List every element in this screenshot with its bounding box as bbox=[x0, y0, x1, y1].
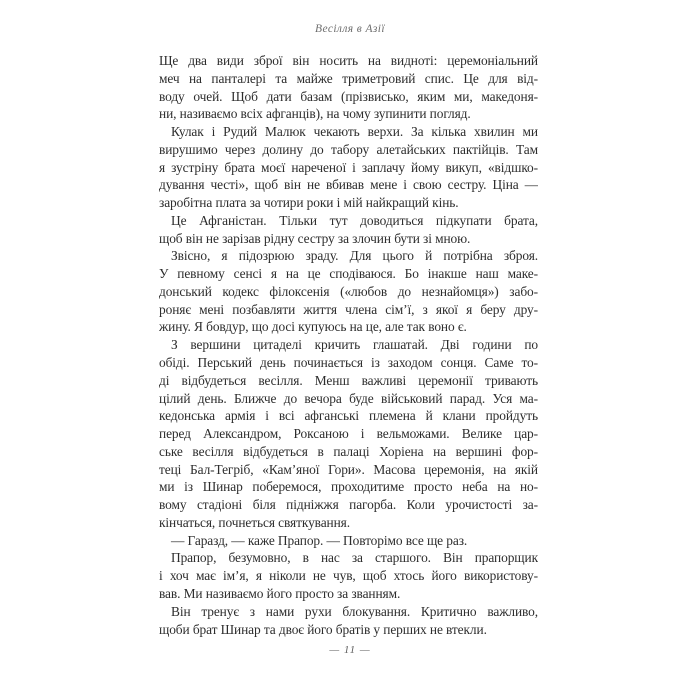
text-line: перед Александром, Роксаною і вельможами. Велике цар- bbox=[159, 426, 538, 442]
text-line: щоби брат Шинар та двоє його братів у перших не втекли. bbox=[159, 621, 487, 637]
paragraph bbox=[159, 549, 538, 602]
text-line: меч на панталері та майже триметровий спис. Це для від- bbox=[159, 70, 538, 86]
text-line: ми із Шинар поберемося, проходитиме просто неба на но- bbox=[159, 479, 538, 495]
paragraph bbox=[159, 336, 538, 531]
text-line: У певному сенсі я на це сподіваюся. Бо інакше наш маке- bbox=[159, 266, 538, 282]
text-line: З вершини цитаделі кричить глашатай. Дві години по bbox=[171, 337, 538, 353]
text-line: Прапор, безумовно, в нас за старшого. Він прапорщик bbox=[171, 550, 538, 566]
text-line: вирушимо через долину до табору алетайських пактійців. Там bbox=[159, 141, 538, 157]
text-line: цілий день. Ближче до вечора буде військовий парад. Уся ма- bbox=[159, 390, 538, 406]
text-line: я зустріну брата моєї нареченої і заплачу йому викуп, «відшко- bbox=[159, 159, 538, 175]
text-line: кінчаться, почнеться святкування. bbox=[159, 514, 350, 530]
text-line: Це Афганістан. Тільки тут доводиться підкупати брата, bbox=[171, 212, 538, 228]
page-body bbox=[159, 52, 538, 638]
running-header: Весілля в Азії bbox=[315, 23, 385, 35]
text-line: вав. Ми називаємо його просто за званням. bbox=[159, 585, 401, 601]
paragraph bbox=[159, 123, 538, 212]
text-line: Він тренує з нами рухи блокування. Критично важливо, bbox=[171, 603, 538, 619]
text-line: Ще два види зброї він носить на видноті: церемоніальний bbox=[159, 53, 538, 68]
paragraph bbox=[159, 532, 538, 550]
text-line: щоб він не зарізав рідну сестру за злочин бути зі мною. bbox=[159, 230, 471, 246]
text-line: воду очей. Щоб дати базам (прізвисько, яким ми, македоня- bbox=[159, 88, 538, 104]
paragraph bbox=[159, 603, 538, 639]
text-line: донський кодекс філоксенія («любов до незнайомця») забо- bbox=[159, 283, 538, 299]
paragraph bbox=[159, 52, 538, 123]
page-number: — 11 — bbox=[329, 644, 371, 656]
text-line: Кулак і Рудий Малюк чекають верхи. За кілька хвилин ми bbox=[171, 124, 538, 140]
text-line: вому стадіоні біля підніжжя пагорба. Коли урочистості за- bbox=[159, 497, 538, 513]
text-line: — Гаразд, — каже Прапор. — Повторімо все ще раз. bbox=[171, 532, 468, 548]
text-line: жину. Я бовдур, що досі купуюсь на це, але так воно є. bbox=[159, 319, 467, 335]
text-line: роняє мені позбавляти життя члена сім’ї, з якої я беру дру- bbox=[159, 301, 538, 317]
paragraph bbox=[159, 247, 538, 336]
text-line: і хоч має ім’я, я ніколи не чув, щоб хтось його використову- bbox=[159, 568, 538, 584]
text-line: ни, називаємо всіх афганців), на чому зупинити погляд. bbox=[159, 106, 471, 122]
text-line: теці Бал-Тегріб, «Кам’яної Гори». Масова церемонія, на якій bbox=[159, 461, 538, 477]
text-line: Звісно, я підозрюю зраду. Для цього й потрібна зброя. bbox=[171, 248, 538, 264]
text-line: заробітна плата за чотири роки і мій найкращий кінь. bbox=[159, 195, 459, 211]
text-line: кедонська армія і всі афганські племена й клани пройдуть bbox=[159, 408, 538, 424]
text-line: ське весілля відбудеться в палаці Хоріена на вершині фор- bbox=[159, 443, 538, 459]
text-line: дування честі», щоб він не вбивав мене і свою сестру. Ціна — bbox=[159, 177, 538, 193]
paragraph bbox=[159, 212, 538, 248]
text-line: обіді. Перський день починається із заходом сонця. Саме то- bbox=[159, 355, 538, 371]
text-line: ді відбудеться весілля. Менш важливі церемонії тривають bbox=[159, 372, 538, 388]
